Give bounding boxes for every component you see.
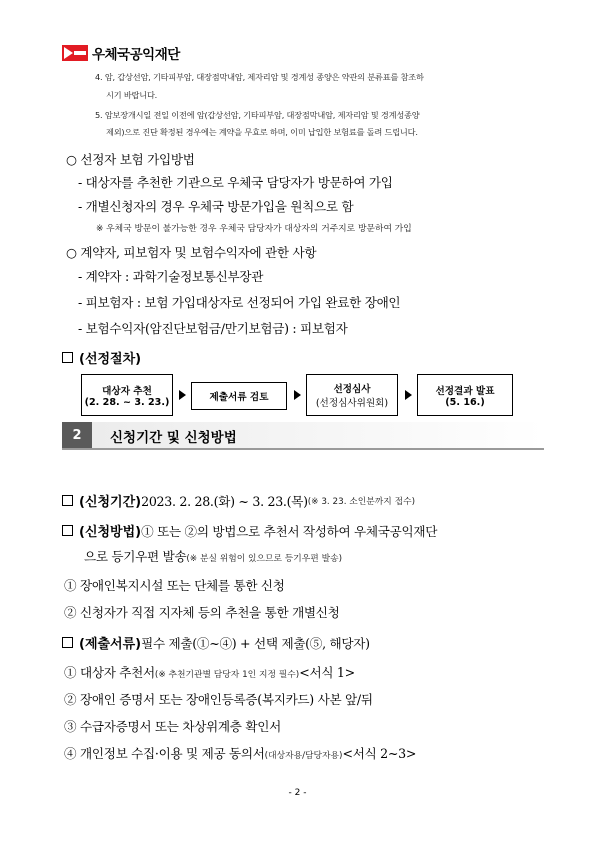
logo-text: 우체국공익재단 [92, 47, 180, 63]
checkbox-square-icon [62, 495, 73, 506]
checkbox-square-icon [62, 352, 73, 363]
selection-item-1: - 대상자를 추천한 기관으로 우체국 담당자가 방문하여 가입 [78, 175, 393, 190]
arrow-right-icon [405, 390, 412, 400]
procedure-step-4: 선정결과 발표 (5. 16.) [417, 374, 513, 416]
document-4: ④ 개인정보 수집·이용 및 제공 동의서(대상자용/담당자용)<서식 2~3> [64, 746, 417, 761]
note-5-line2: 제외)으로 진단 확정된 경우에는 계약을 무효로 하며, 이미 납입한 보험료를 돌려 드립니다. [106, 127, 418, 137]
method-row-cont: 으로 등기우편 발송(※ 분실 위험이 있으므로 등기우편 발송) [84, 549, 343, 564]
page-number: - 2 - [288, 788, 307, 798]
method-row: (신청방법) ① 또는 ②의 방법으로 추천서 작성하여 우체국공익재단 [62, 521, 437, 540]
header-logo [62, 43, 180, 63]
parties-beneficiary: - 보험수익자(암진단보험금/만기보험금) : 피보험자 [78, 321, 348, 336]
section-title: 신청기간 및 신청방법 [110, 430, 237, 446]
note-5-line1: 5. 암보장개시일 전일 이전에 암(갑상선암, 기타피부암, 대장점막내암, 제자리암 및 경계성종양 [95, 110, 420, 120]
document-2: ② 장애인 증명서 또는 장애인등록증(복지카드) 사본 앞/뒤 [64, 692, 373, 707]
method-option-2: ② 신청자가 직접 지자체 등의 추천을 통한 개별신청 [64, 605, 340, 620]
period-row: (신청기간) 2023. 2. 28.(화) ~ 3. 23.(목) (※ 3. 23. 소인분까지 접수) [62, 491, 415, 510]
checkbox-square-icon [62, 637, 73, 648]
document-1: ① 대상자 추천서(※ 추천기관별 담당자 1인 지정 필수)<서식 1> [64, 665, 355, 680]
checkbox-square-icon [62, 525, 73, 536]
note-4-line2: 시기 바랍니다. [106, 90, 158, 100]
selection-remark: ※ 우체국 방문이 불가능한 경우 우체국 담당자가 대상자의 거주지로 방문하여 가입 [96, 224, 412, 234]
logo-icon [62, 45, 88, 61]
procedure-heading: (선정절차) [62, 348, 141, 367]
parties-contractor: - 계약자 : 과학기술정보통신부장관 [78, 269, 264, 284]
note-4-line1: 4. 암, 갑상선암, 기타피부암, 대장점막내암, 제자리암 및 경계성 종양은 약관의 분류표를 참조하 [95, 72, 424, 82]
parties-heading: ○ 계약자, 피보험자 및 보험수익자에 관한 사항 [66, 245, 317, 260]
procedure-step-2: 제출서류 검토 [191, 382, 287, 410]
parties-insured: - 피보험자 : 보험 가입대상자로 선정되어 가입 완료한 장애인 [78, 295, 401, 310]
arrow-right-icon [294, 390, 301, 400]
method-option-1: ① 장애인복지시설 또는 단체를 통한 신청 [64, 578, 285, 593]
section-number: 2 [62, 422, 92, 448]
section-header [62, 422, 544, 450]
selection-item-2: - 개별신청자의 경우 우체국 방문가입을 원칙으로 함 [78, 199, 354, 214]
procedure-step-3: 선정심사 (선정심사위원회) [306, 374, 398, 416]
documents-row: (제출서류) 필수 제출(①~④) + 선택 제출(⑤, 해당자) [62, 633, 370, 652]
procedure-step-1: 대상자 추천 (2. 28. ~ 3. 23.) [81, 374, 173, 416]
arrow-right-icon [179, 390, 186, 400]
document-3: ③ 수급자증명서 또는 차상위계층 확인서 [64, 719, 281, 734]
selection-heading: ○ 선정자 보험 가입방법 [66, 152, 195, 167]
